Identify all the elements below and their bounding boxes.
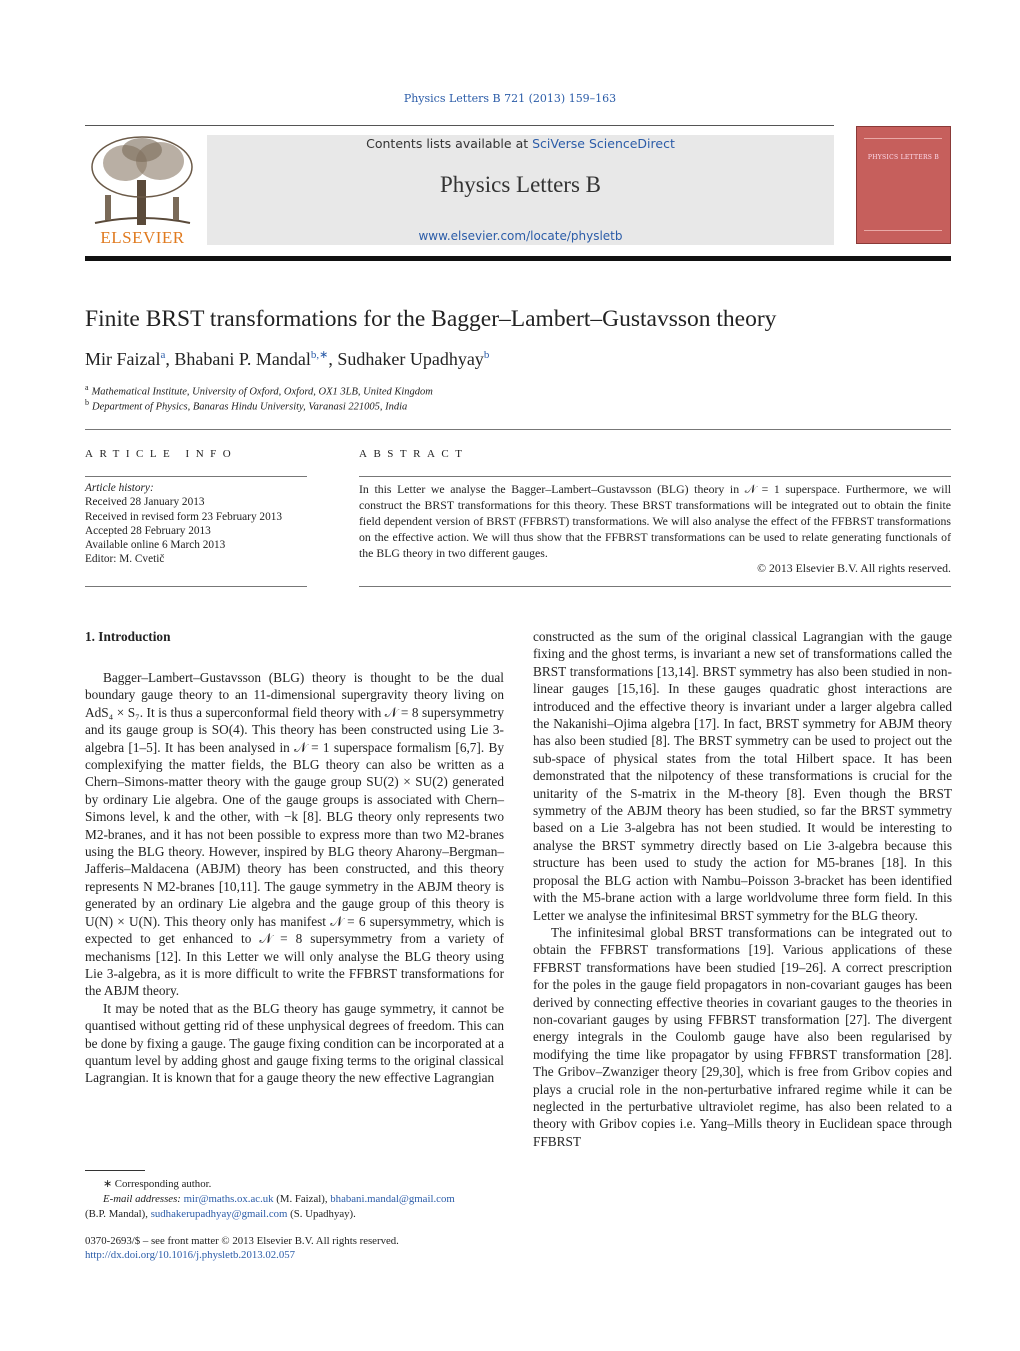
history-line: Available online 6 March 2013 xyxy=(85,539,226,552)
footnote xyxy=(85,1177,504,1222)
author-affiliation-mark[interactable]: a xyxy=(160,349,166,361)
author-name: Mir Faizal xyxy=(85,349,161,369)
history-label: Article history: xyxy=(85,482,154,494)
email-link[interactable]: mir@maths.ox.ac.uk xyxy=(183,1193,274,1205)
history-line: Received in revised form 23 February 2013 xyxy=(85,510,283,523)
email-link[interactable]: sudhakerupadhyay@gmail.com xyxy=(150,1208,288,1220)
author-affiliation-mark[interactable]: b xyxy=(483,349,490,361)
abstract-rule xyxy=(359,476,951,477)
affiliation-text: Department of Physics, Banaras Hindu University, Varanasi 221005, India xyxy=(92,401,408,413)
email-owner: (M. Faizal), xyxy=(273,1193,331,1205)
body-column-right xyxy=(533,628,952,1150)
info-rule xyxy=(85,476,307,477)
body-paragraph: constructed as the sum of the original classical Lagrangian with the gauge fixing and the ghost terms, is invariant a new set of transformations called the BRST transformations [13,14]. BRST symmetry has also been studied in non-linear gauges [15,16]. In these gauges quadratic ghost interactions are introduced and the effective theory is invariant under a larger algebra called the Nakanishi–Ojima algebra [17]. In fact, BRST symmetry for ABJM theory has also been studied [8]. The BRST symmetry can be used to project out the sub-space of physical states from the total Hilbert space. It has been demonstrated that the nilpotency of these transformations is crucial for the unitarity of the S-matrix in the M-theory [8]. Even though the BRST symmetry of the ABJM theory has been studied, so far the BRST symmetry based on a Lie 3-algebra has not been studied. It would be interesting to analyse the BRST symmetry directly based on Lie 3-algebra because this structure has been used to study the action for M5-branes [18]. In this proposal the BLG action with Nambu–Poisson 3-bracket has been identified with the M5-brane action with a large worldvolume three form field. In this Letter we analyse the infinitesimal BRST symmetry for the BLG theory. xyxy=(533,629,952,923)
article-info-heading: ARTICLE INFO xyxy=(85,448,238,460)
body-paragraph: It may be noted that as the BLG theory has gauge symmetry, it cannot be quantised without getting rid of these unphysical degrees of freedom. This can be done by fixing a gauge. The gauge fixing condition can be incorporated at a quantum level by adding ghost and gauge fixing terms to the original classical Lagrangian. It is known that for a gauge theory the new effective Lagrangian xyxy=(85,1000,504,1086)
history-line: Received 28 January 2013 xyxy=(85,496,205,509)
corresponding-author-note: ∗ Corresponding author. xyxy=(103,1178,212,1190)
affiliation-mark: a xyxy=(85,383,89,392)
author-name: Bhabani P. Mandal xyxy=(174,349,311,369)
affiliation-text: Mathematical Institute, University of Oxford, Oxford, OX1 3LB, United Kingdom xyxy=(91,386,433,398)
abstract-heading: ABSTRACT xyxy=(359,448,469,460)
journal-citation[interactable]: Physics Letters B 721 (2013) 159–163 xyxy=(403,92,617,105)
history-line: Accepted 28 February 2013 xyxy=(85,524,211,537)
cover-rule xyxy=(864,230,942,231)
affiliation-mark: b xyxy=(85,398,89,407)
abstract-rule xyxy=(359,586,951,587)
body-paragraph: Bagger–Lambert–Gustavsson (BLG) theory is thought to be the dual boundary gauge theory to an 11-dimensional supergravity theory living on AdS₄ × S₇. It is thus a superconformal field theory with 𝒩 = 8 supersymmetry and its gauge group is SO(4). This theory has been constructed using Lie 3-algebra [1–5]. It has been analysed in 𝒩 = 1 superspace formalism [6,7]. By complexifying the matter fields, the BLG theory can also be written as a Chern–Simons-matter theory with the gauge group SU(2) × SU(2) generated by ordinary Lie algebra. One of the gauge groups is associated with Chern–Simons level, k and the other, with −k [8]. BLG theory only represents two M2-branes, and it has not been possible to express more than two M2-branes using the BLG theory. However, inspired by BLG theory Aharony–Bergman–Jafferis–Maldacena (ABJM) theory has been constructed, and this theory represents N M2-branes [10,11]. The gauge symmetry in the ABJM theory is generated by an ordinary Lie algebra and the gauge group of this theory is U(N) × U(N). This theory only has manifest 𝒩 = 6 supersymmetry, which is expected to get enhanced to 𝒩 = 8 supersymmetry from a variety of mechanisms [12]. In this Letter we will only analyse the BLG theory using Lie 3-algebra, as it is more difficult to write the FFBRST transformations for the ABJM theory. xyxy=(85,670,504,999)
issn-line: 0370-2693/$ – see front matter © 2013 Elsevier B.V. All rights reserved. xyxy=(85,1235,399,1247)
journal-cover-thumbnail xyxy=(856,126,951,244)
header-thick-rule xyxy=(85,256,951,261)
article-title: Finite BRST transformations for the Bagger–Lambert–Gustavsson theory xyxy=(85,306,777,332)
email-line xyxy=(85,1207,504,1222)
cover-title: PHYSICS LETTERS B xyxy=(867,154,940,161)
affiliation-a xyxy=(85,383,433,398)
email-owner: (S. Upadhyay). xyxy=(287,1208,356,1220)
body-column-left xyxy=(85,669,504,1087)
footnote-rule xyxy=(85,1170,145,1171)
history-line: Editor: M. Cvetič xyxy=(85,553,165,566)
contents-prefix: Contents lists available at xyxy=(366,136,533,151)
info-rule xyxy=(85,586,307,587)
article-history xyxy=(85,481,307,567)
author-name: Sudhaker Upadhyay xyxy=(337,349,484,369)
journal-url-link[interactable]: www.elsevier.com/locate/physletb xyxy=(418,229,623,243)
journal-title: Physics Letters B xyxy=(440,172,601,197)
doi-link[interactable]: http://dx.doi.org/10.1016/j.physletb.2013.02.057 xyxy=(85,1249,296,1261)
elsevier-wordmark: ELSEVIER xyxy=(100,228,185,247)
header-rule xyxy=(85,125,834,126)
email-line xyxy=(85,1192,504,1207)
email-link[interactable]: bhabani.mandal@gmail.com xyxy=(330,1193,455,1205)
author-separator: , xyxy=(165,349,175,369)
sciencedirect-link[interactable]: SciVerse ScienceDirect xyxy=(532,136,675,151)
email-owner: (B.P. Mandal), xyxy=(85,1208,151,1220)
author-separator: , xyxy=(328,349,338,369)
affiliation-rule xyxy=(85,429,951,430)
affiliation-b xyxy=(85,398,407,413)
body-paragraph: The infinitesimal global BRST transformations can be integrated out to obtain the FFBRST transformations [19]. Various applications of these FFBRST transformations have been studied [19–26]. A correct prescription for the poles in the gauge field propagators in non-covariant gauges has been derived by connecting effective theories in covariant gauges to the theories in non-covariant gauges by using FFBRST transformation [27]. The divergent energy integrals in the Coulomb gauge have also been regularised by modifying the time like propagator by using FFBRST transformation [28]. The Gribov–Zwanziger theory [29,30], which is free from Gribov copies and plays a crucial role in the non-perturbative infrared regime while it can be neglected in the perturbative ultraviolet regime, has also been related to a theory with Gribov copies i.e. Yang–Mills theory in Euclidean space through FFBRST xyxy=(533,924,952,1149)
author-affiliation-mark[interactable]: b,∗ xyxy=(310,349,329,361)
abstract-copyright: © 2013 Elsevier B.V. All rights reserved. xyxy=(757,561,951,575)
email-label: E-mail addresses: xyxy=(103,1193,184,1205)
contents-line xyxy=(207,136,834,151)
abstract-text: In this Letter we analyse the Bagger–Lambert–Gustavsson (BLG) theory in 𝒩 = 1 superspace. Furthermore, we will construct the BRST transformations for this theory. These BRST transformations will be integrated out to obtain the finite field dependent version of BRST (FFBRST) transformations. We will also analyse the effect of the FFBRST transformations on the effective action. We will thus show that the FFBRST transformations can be used to relate generating functionals of the BLG theory in two different gauges. xyxy=(359,482,951,560)
section-heading: 1. Introduction xyxy=(85,629,171,644)
cover-rule xyxy=(864,138,942,139)
author-list xyxy=(85,348,951,370)
